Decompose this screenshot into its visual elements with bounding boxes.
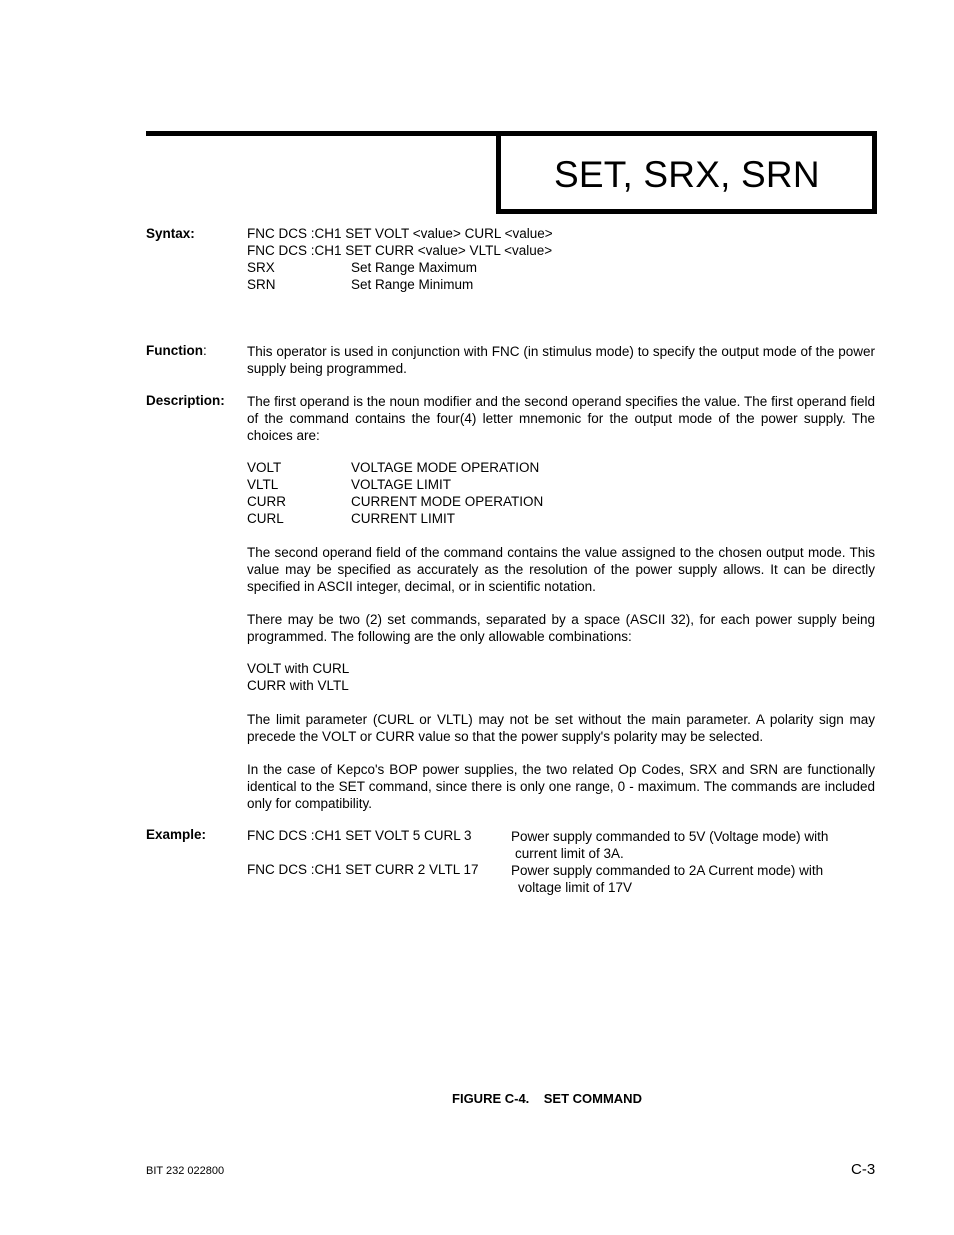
example-desc-line: current limit of 3A. (515, 846, 624, 861)
example-command: FNC DCS :CH1 SET VOLT 5 CURL 3 (247, 828, 472, 843)
choice-code: CURL (247, 511, 284, 526)
description-para-3: There may be two (2) set commands, separated by a space (ASCII 32), for each power supply being programmed. The following are the only allowable combinations: (247, 612, 875, 644)
choice-code: VLTL (247, 477, 279, 492)
page-title: SET, SRX, SRN (554, 154, 820, 195)
description-intro: The first operand is the noun modifier and the second operand specifies the value. The first operand field of the command contains the four(4) letter mnemonic for the output mode of the power supply. The choices are: (247, 394, 875, 443)
footer-doc-id: BIT 232 022800 (146, 1165, 225, 1177)
syntax-line-1: FNC DCS :CH1 SET VOLT <value> CURL <value> (247, 226, 553, 241)
syntax-op-desc: Set Range Maximum (351, 260, 478, 275)
description-label: Description: (146, 393, 225, 408)
function-label (146, 343, 207, 358)
example-desc-line: Power supply commanded to 5V (Voltage mode) with (511, 829, 829, 844)
function-label-text: Function (146, 343, 203, 358)
description-para-2: The second operand field of the command contains the value assigned to the chosen output mode. This value may be specified as accurately as the resolution of the power supply allows. It can be directly specified in ASCII integer, decimal, or in scientific notation. (247, 545, 875, 594)
combo-item: CURR with VLTL (247, 678, 349, 693)
choice-desc: VOLTAGE MODE OPERATION (351, 460, 540, 475)
footer-page-number: C-3 (851, 1161, 876, 1178)
syntax-label: Syntax: (146, 226, 195, 241)
choice-desc: CURRENT MODE OPERATION (351, 494, 544, 509)
example-desc-line: Power supply commanded to 2A Current mode) with (511, 863, 824, 878)
description-para-4: The limit parameter (CURL or VLTL) may not be set without the main parameter. A polarity sign may precede the VOLT or CURR value so that the power supply's polarity may be selected. (247, 712, 875, 744)
description-para-5: In the case of Kepco's BOP power supplies, the two related Op Codes, SRX and SRN are functionally identical to the SET command, since there is only one range, 0 - maximum. The commands are included only for compatibility. (247, 762, 875, 811)
choice-desc: CURRENT LIMIT (351, 511, 456, 526)
syntax-op-code: SRX (247, 260, 275, 275)
choice-code: VOLT (247, 460, 282, 475)
example-description (511, 828, 871, 862)
function-label-colon: : (203, 343, 207, 358)
syntax-op-code: SRN (247, 277, 276, 292)
combo-item: VOLT with CURL (247, 661, 350, 676)
figure-caption: FIGURE C-4. SET COMMAND (452, 1091, 642, 1106)
syntax-line-2: FNC DCS :CH1 SET CURR <value> VLTL <value> (247, 243, 553, 258)
title-box (496, 131, 877, 214)
syntax-op-desc: Set Range Minimum (351, 277, 474, 292)
example-desc-line: voltage limit of 17V (518, 880, 633, 895)
function-text: This operator is used in conjunction with FNC (in stimulus mode) to specify the output mode of the power supply being programmed. (247, 344, 875, 376)
choice-code: CURR (247, 494, 286, 509)
example-command: FNC DCS :CH1 SET CURR 2 VLTL 17 (247, 862, 479, 877)
example-label: Example: (146, 827, 207, 842)
choice-desc: VOLTAGE LIMIT (351, 477, 452, 492)
example-description (511, 862, 871, 896)
